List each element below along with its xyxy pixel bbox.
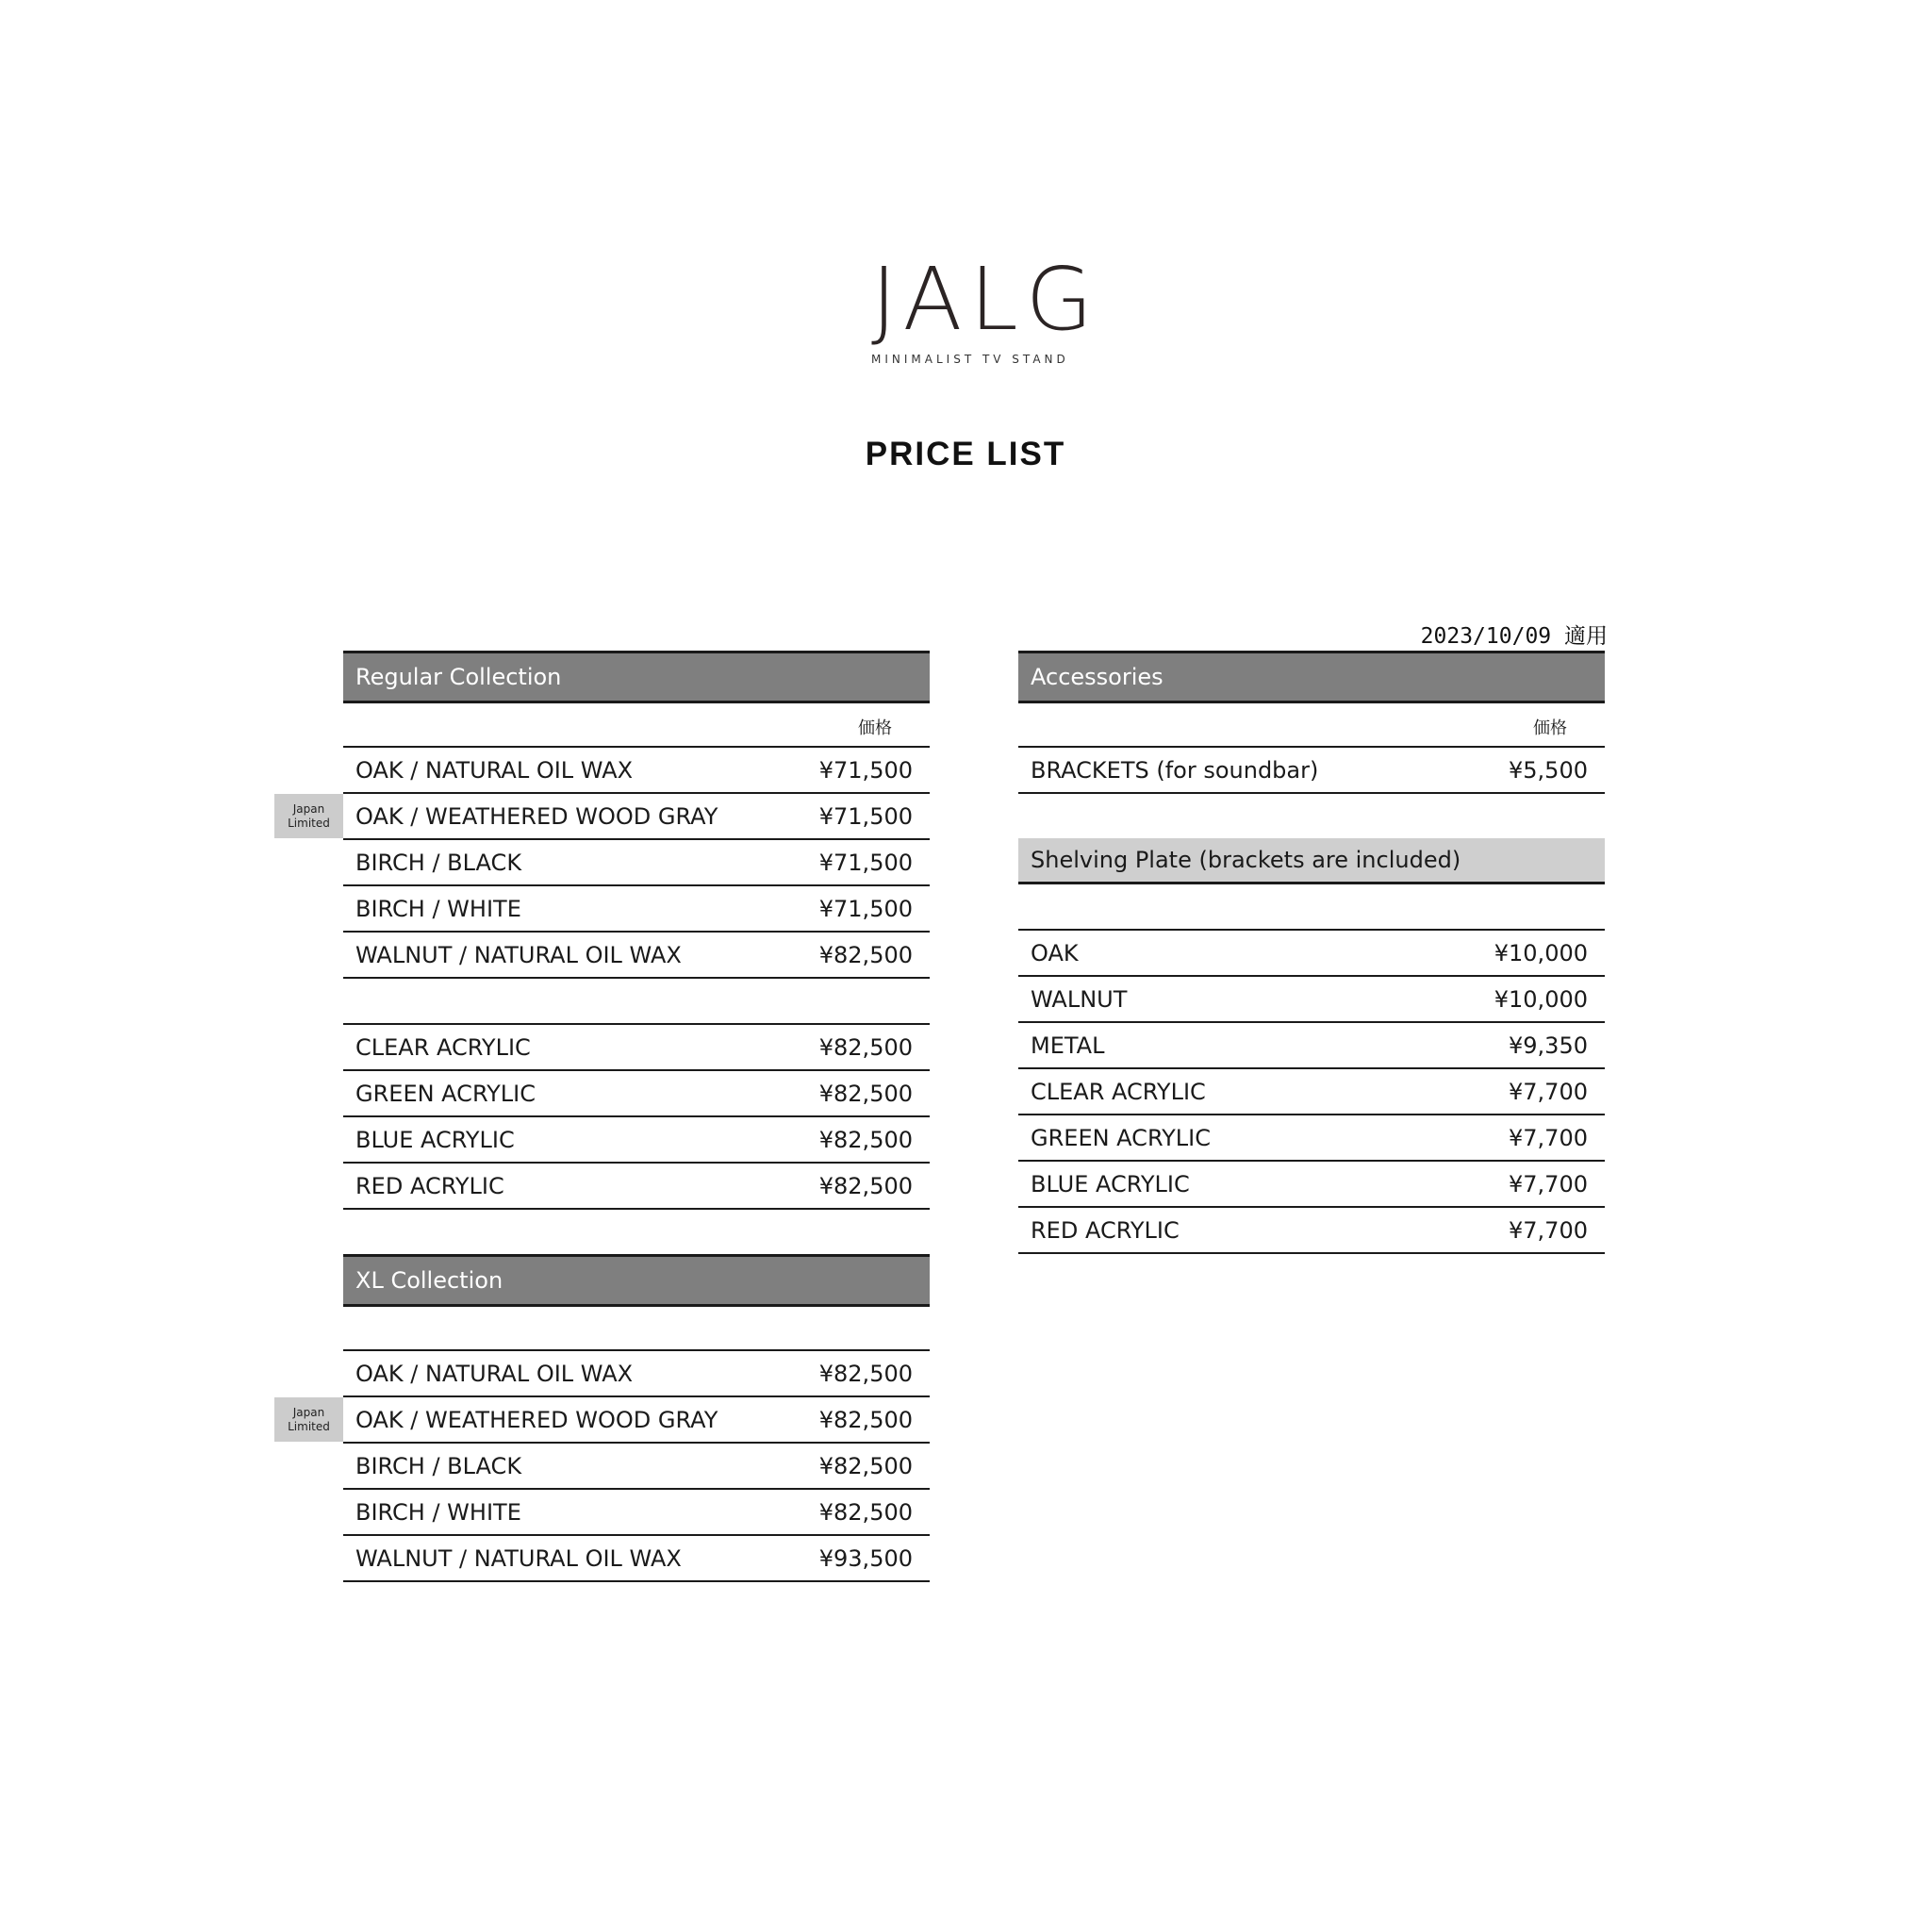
item-price: ¥5,500 (1509, 756, 1588, 784)
page-title: PRICE LIST (865, 436, 1066, 472)
item-price: ¥7,700 (1509, 1124, 1588, 1151)
item-price: ¥82,500 (818, 1498, 913, 1526)
blank-row (1018, 884, 1605, 931)
item-name: METAL (1031, 1032, 1105, 1059)
item-name: BLUE ACRYLIC (1031, 1170, 1190, 1197)
item-name: OAK / WEATHERED WOOD GRAY (355, 1406, 718, 1433)
table-row (343, 1444, 930, 1490)
item-price: ¥82,500 (818, 1080, 913, 1107)
item-name: CLEAR ACRYLIC (1031, 1078, 1206, 1105)
item-price: ¥10,000 (1494, 985, 1588, 1013)
item-price: ¥71,500 (818, 895, 913, 922)
item-price: ¥7,700 (1509, 1170, 1588, 1197)
table-row (343, 1025, 930, 1071)
item-name: BRACKETS (for soundbar) (1031, 756, 1319, 784)
item-name: CLEAR ACRYLIC (355, 1033, 531, 1061)
item-price: ¥10,000 (1494, 939, 1588, 966)
item-name: OAK / NATURAL OIL WAX (355, 756, 634, 784)
section-header-shelving: Shelving Plate (brackets are included) (1018, 838, 1605, 884)
item-price: ¥71,500 (818, 756, 913, 784)
item-price: ¥82,500 (818, 1126, 913, 1153)
item-name: BIRCH / WHITE (355, 895, 521, 922)
item-price: ¥7,700 (1509, 1216, 1588, 1244)
left-column (288, 651, 930, 1582)
item-name: WALNUT / NATURAL OIL WAX (355, 1544, 682, 1572)
table-row (343, 1351, 930, 1397)
table-row (1018, 977, 1605, 1023)
item-price: ¥7,700 (1509, 1078, 1588, 1105)
section-header-xl: XL Collection (343, 1254, 930, 1307)
item-price: ¥82,500 (818, 1452, 913, 1479)
table-row (343, 1117, 930, 1164)
item-price: ¥82,500 (818, 941, 913, 968)
logo-wordmark: JALG (871, 249, 1100, 350)
item-price: ¥93,500 (818, 1544, 913, 1572)
item-name: OAK / NATURAL OIL WAX (355, 1360, 634, 1387)
table-row (1018, 1115, 1605, 1162)
price-column-header: 価格 (1018, 703, 1605, 748)
logo-tagline: MINIMALIST TV STAND (871, 353, 1069, 366)
item-name: WALNUT (1031, 985, 1128, 1013)
table-row (343, 886, 930, 933)
item-name: BIRCH / WHITE (355, 1498, 521, 1526)
item-price: ¥71,500 (818, 802, 913, 830)
item-name: BIRCH / BLACK (355, 849, 522, 876)
blank-row (343, 979, 930, 1025)
item-price: ¥9,350 (1509, 1032, 1588, 1059)
right-column (1018, 651, 1605, 1254)
table-row (288, 794, 930, 840)
item-name: OAK / WEATHERED WOOD GRAY (355, 802, 718, 830)
table-row (1018, 1162, 1605, 1208)
table-row (1018, 931, 1605, 977)
table-row (343, 840, 930, 886)
item-name: GREEN ACRYLIC (1031, 1124, 1211, 1151)
table-row (288, 1397, 930, 1444)
japan-limited-badge: Japan Limited (274, 1397, 343, 1442)
table-row (343, 933, 930, 979)
table-row (343, 1071, 930, 1117)
item-name: RED ACRYLIC (355, 1172, 504, 1199)
table-row (1018, 748, 1605, 794)
item-price: ¥82,500 (818, 1033, 913, 1061)
table-row (343, 748, 930, 794)
section-header-regular: Regular Collection (343, 651, 930, 703)
item-name: WALNUT / NATURAL OIL WAX (355, 941, 682, 968)
table-row (343, 1536, 930, 1582)
item-price: ¥82,500 (818, 1172, 913, 1199)
table-row (1018, 1023, 1605, 1069)
japan-limited-badge: Japan Limited (274, 794, 343, 838)
item-price: ¥82,500 (818, 1406, 913, 1433)
item-name: GREEN ACRYLIC (355, 1080, 536, 1107)
table-row (1018, 1208, 1605, 1254)
price-column-header: 価格 (343, 703, 930, 748)
effective-date: 2023/10/09 適用 (1420, 624, 1608, 649)
item-name: RED ACRYLIC (1031, 1216, 1180, 1244)
table-row (343, 1490, 930, 1536)
item-name: OAK (1031, 939, 1079, 966)
brand-logo (871, 249, 1100, 366)
table-row (343, 1164, 930, 1210)
price-column-header-empty (343, 1307, 930, 1351)
section-header-accessories: Accessories (1018, 651, 1605, 703)
item-price: ¥71,500 (818, 849, 913, 876)
item-name: BIRCH / BLACK (355, 1452, 522, 1479)
table-row (1018, 1069, 1605, 1115)
item-price: ¥82,500 (818, 1360, 913, 1387)
item-name: BLUE ACRYLIC (355, 1126, 515, 1153)
